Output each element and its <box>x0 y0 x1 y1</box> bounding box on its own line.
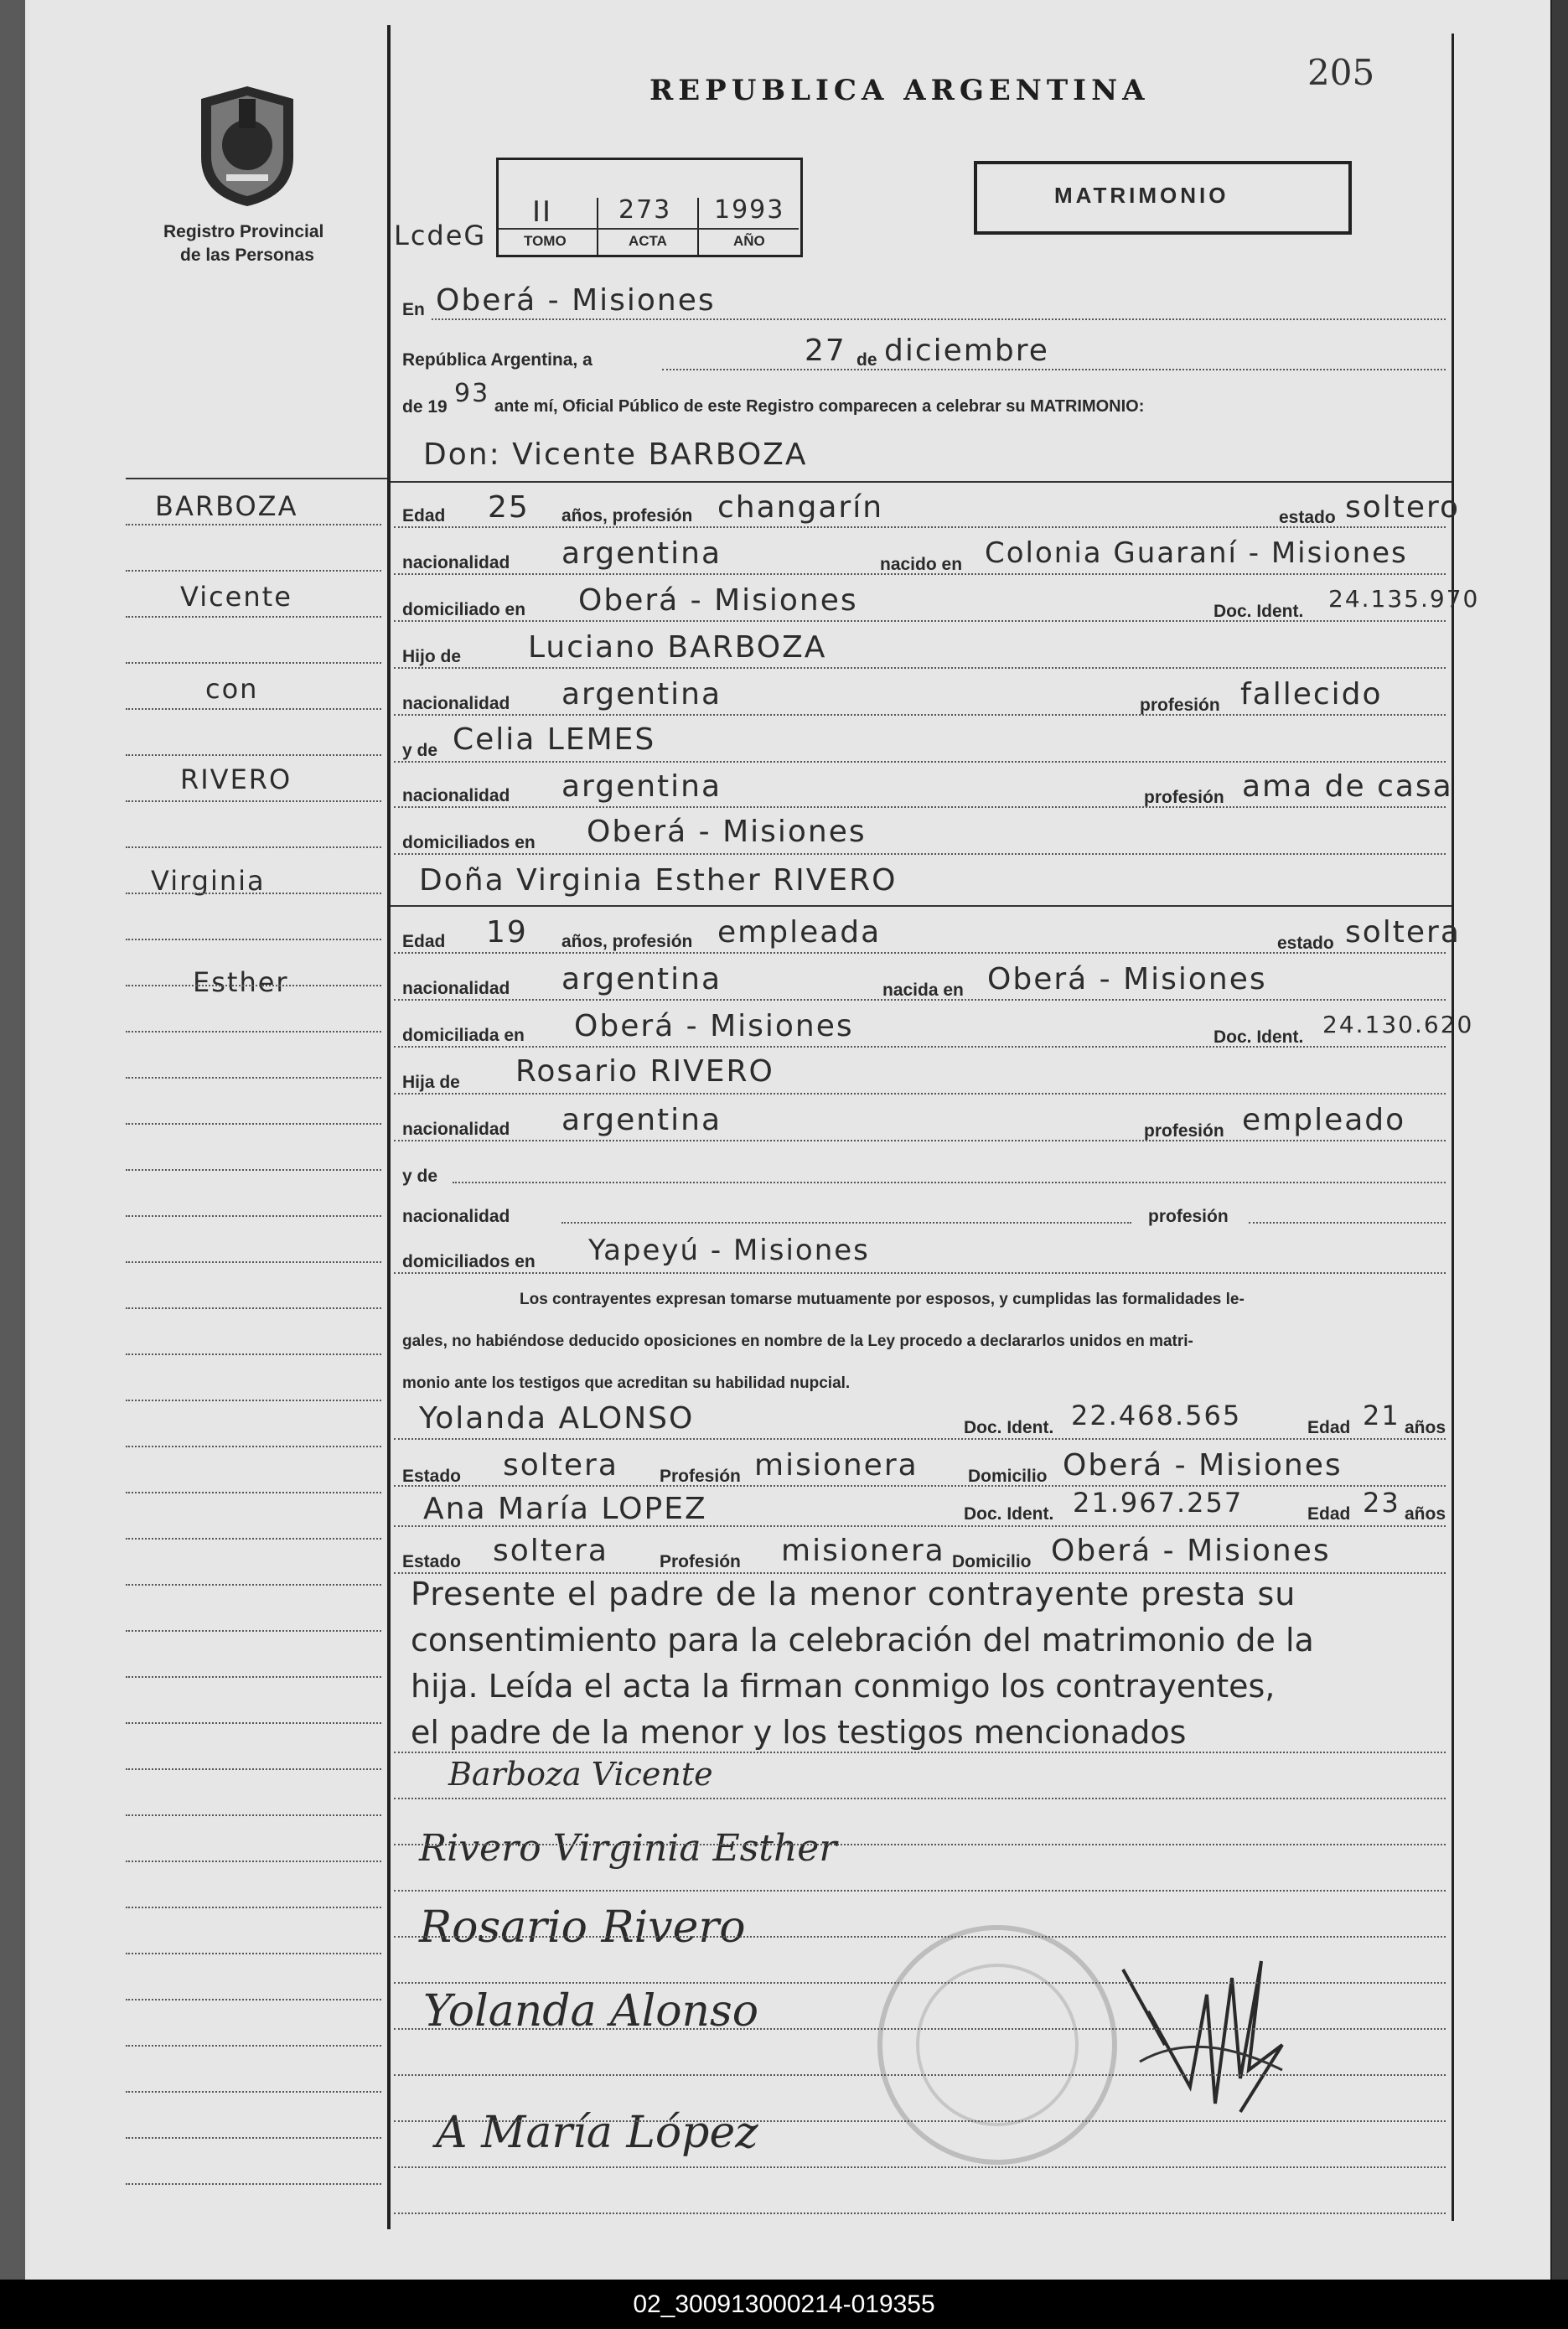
margin-dotted-line <box>126 1261 381 1263</box>
margin-dotted-line <box>126 1215 381 1217</box>
margin-entry: con <box>205 673 259 705</box>
bride-rule-top <box>391 905 1452 907</box>
groom-civil-status: soltero <box>1345 490 1461 525</box>
signature-line <box>394 1844 1446 1845</box>
line <box>561 1222 1131 1224</box>
nacionalidad-label: nacionalidad <box>402 694 510 713</box>
estado-label: Estado <box>402 1467 462 1486</box>
signature-line <box>394 2120 1446 2122</box>
ceremony-place: Oberá - Misiones <box>436 283 716 318</box>
margin-entry: RIVERO <box>180 763 292 795</box>
margin-dotted-line <box>126 1630 381 1632</box>
groom-father: Luciano BARBOZA <box>528 630 827 665</box>
signature-bride: Rivero Virginia Esther <box>419 1827 837 1870</box>
groom-mother-nationality: argentina <box>561 769 722 804</box>
anos-label: años <box>1405 1504 1446 1524</box>
margin-dotted-line <box>126 2183 381 2185</box>
ano-value: 1993 <box>714 195 785 225</box>
margin-entry: Esther <box>193 966 289 998</box>
registry-name-line1: Registro Provincial <box>163 222 324 241</box>
domiciliada-label: domiciliada en <box>402 1026 525 1045</box>
doc-label: Doc. Ident. <box>1214 1027 1304 1047</box>
form-dotted-line <box>394 1572 1446 1574</box>
line <box>1249 1222 1446 1224</box>
margin-dotted-line <box>126 1492 381 1493</box>
margin-dotted-line <box>126 1814 381 1816</box>
margin-dotted-line <box>126 1999 381 2000</box>
form-dotted-line <box>394 526 1446 528</box>
groom-mother-profession: ama de casa <box>1242 769 1453 804</box>
bride-name: Doña Virginia Esther RIVERO <box>419 863 898 898</box>
margin-dotted-line <box>126 1169 381 1171</box>
acta-label: ACTA <box>629 233 667 249</box>
groom-doc: 24.135.970 <box>1328 585 1480 613</box>
witness-age: 23 <box>1363 1487 1400 1519</box>
page-edge <box>1552 0 1568 2280</box>
margin-dotted-line <box>126 754 381 756</box>
declaration-line2: gales, no habiéndose deducido oposiciones en nombre de la Ley procedo a declararlos unidos en matri- <box>402 1333 1193 1350</box>
ref-box-divider-1 <box>597 198 598 255</box>
bride-nationality: argentina <box>561 962 722 996</box>
signature-witness-1: Yolanda Alonso <box>423 1986 759 2037</box>
margin-dotted-line <box>126 1953 381 1954</box>
ano-label: AÑO <box>733 233 765 249</box>
nacionalidad-label: nacionalidad <box>402 786 510 805</box>
bride-domicile: Oberá - Misiones <box>574 1009 854 1043</box>
intro-text: ante mí, Oficial Público de este Registro comparecen a celebrar su MATRIMONIO: <box>494 397 1145 416</box>
witness-name: Yolanda ALONSO <box>419 1401 695 1436</box>
groom-profession: changarín <box>717 490 884 525</box>
ceremony-day: 27 <box>805 334 846 368</box>
signature-line <box>394 1936 1446 1938</box>
provincial-seal-icon <box>193 82 302 208</box>
signature-line <box>394 1752 1446 1753</box>
witness-age: 21 <box>1363 1400 1400 1431</box>
margin-dotted-line <box>126 570 381 572</box>
nacido-label: nacido en <box>880 555 963 574</box>
form-dotted-line <box>394 952 1446 954</box>
margin-dotted-line <box>126 1031 381 1033</box>
groom-name: Don: Vicente BARBOZA <box>423 437 808 472</box>
margin-dotted-line <box>126 846 381 848</box>
en-label: En <box>402 300 425 319</box>
form-dotted-line <box>394 1485 1446 1487</box>
republica-label: República Argentina, a <box>402 350 593 370</box>
nacionalidad-label: nacionalidad <box>402 1207 510 1226</box>
margin-dotted-line <box>126 800 381 802</box>
margin-entry: BARBOZA <box>155 490 298 522</box>
signature-line <box>394 1798 1446 1799</box>
profesion-label: profesión <box>1140 696 1220 715</box>
form-dotted-line <box>394 853 1446 855</box>
edad-label: Edad <box>1307 1418 1351 1437</box>
signature-line <box>394 2213 1446 2214</box>
margin-dotted-line <box>126 524 381 525</box>
signature-line <box>394 2028 1446 2030</box>
edad-label: Edad <box>402 932 446 951</box>
signature-bride-father: Rosario Rivero <box>419 1902 746 1953</box>
groom-domicile: Oberá - Misiones <box>578 583 858 618</box>
note-line: consentimiento para la celebración del matrimonio de la <box>411 1622 1314 1659</box>
bride-parents-domicile: Yapeyú - Misiones <box>588 1234 870 1267</box>
image-code-footer: 02_300913000214-019355 <box>0 2280 1568 2329</box>
groom-rule-top <box>391 481 1452 483</box>
margin-dotted-line <box>126 1353 381 1355</box>
margin-dotted-line <box>126 1400 381 1401</box>
bride-birthplace: Oberá - Misiones <box>987 962 1267 996</box>
nacida-label: nacida en <box>882 981 964 1000</box>
form-dotted-line <box>394 761 1446 763</box>
domiciliados-label: domiciliados en <box>402 1252 536 1271</box>
domicilio-label: Domicilio <box>952 1552 1032 1571</box>
margin-dotted-line <box>126 1077 381 1079</box>
line <box>432 318 1446 320</box>
document-page <box>25 0 1550 2280</box>
form-dotted-line <box>394 1525 1446 1527</box>
y-de-label: y de <box>402 741 438 760</box>
margin-dotted-line <box>126 1722 381 1724</box>
hijo-label: Hijo de <box>402 647 462 666</box>
note-line: el padre de la menor y los testigos mencionados <box>411 1714 1187 1751</box>
form-dotted-line <box>394 999 1446 1001</box>
margin-dotted-line <box>126 985 381 986</box>
note-line: Presente el padre de la menor contrayente presta su <box>411 1576 1296 1612</box>
groom-mother: Celia LEMES <box>453 722 656 757</box>
official-signature-icon <box>1115 1944 1307 2137</box>
form-dotted-line <box>394 1272 1446 1274</box>
witness-civil-status: soltera <box>503 1448 618 1483</box>
domiciliados-label: domiciliados en <box>402 833 536 852</box>
margin-dotted-line <box>126 1861 381 1862</box>
signature-line <box>394 1982 1446 1984</box>
book-code: LcdeG <box>394 220 487 251</box>
tomo-label: TOMO <box>524 233 567 249</box>
note-line: hija. Leída el acta la firman conmigo los contrayentes, <box>411 1668 1276 1705</box>
margin-dotted-line <box>126 708 381 710</box>
margin-dotted-line <box>126 1123 381 1125</box>
estado-label: Estado <box>402 1552 462 1571</box>
anos-profesion-label: años, profesión <box>561 932 693 951</box>
groom-parents-domicile: Oberá - Misiones <box>587 815 867 849</box>
groom-nationality: argentina <box>561 536 722 571</box>
margin-dotted-line <box>126 1446 381 1447</box>
record-type: MATRIMONIO <box>1054 183 1229 208</box>
groom-birthplace: Colonia Guaraní - Misiones <box>985 536 1408 570</box>
witness-name: Ana María LOPEZ <box>423 1492 707 1526</box>
nacionalidad-label: nacionalidad <box>402 1120 510 1139</box>
bride-father-profession: empleado <box>1242 1103 1406 1137</box>
groom-father-nationality: argentina <box>561 677 722 712</box>
line <box>662 369 1446 370</box>
domiciliado-label: domiciliado en <box>402 600 526 619</box>
margin-dotted-line <box>126 1676 381 1678</box>
margin-dotted-line <box>126 2091 381 2093</box>
bride-civil-status: soltera <box>1345 915 1461 950</box>
line <box>453 1182 1446 1183</box>
y-de-label: y de <box>402 1167 438 1186</box>
margin-dotted-line <box>126 1584 381 1586</box>
witness-profession: misionera <box>781 1534 945 1568</box>
ceremony-year: 93 <box>454 379 490 408</box>
registry-name-line2: de las Personas <box>180 246 314 265</box>
profesion-label: profesión <box>1144 1121 1224 1141</box>
signature-groom: Barboza Vicente <box>448 1756 713 1793</box>
margin-dotted-line <box>126 2137 381 2139</box>
bride-father: Rosario RIVERO <box>515 1054 774 1089</box>
profesion-label: profesión <box>1148 1207 1229 1226</box>
form-dotted-line <box>394 620 1446 622</box>
de-label: de <box>856 350 877 370</box>
form-dotted-line <box>394 1046 1446 1048</box>
profesion-label: profesión <box>1144 788 1224 807</box>
signature-line <box>394 2166 1446 2168</box>
profesion-label: Profesión <box>660 1467 741 1486</box>
margin-dotted-line <box>126 1307 381 1309</box>
doc-label: Doc. Ident. <box>964 1504 1054 1524</box>
margin-entry: Vicente <box>180 581 292 613</box>
year-prefix-label: de 19 <box>402 397 448 417</box>
form-dotted-line <box>394 1093 1446 1095</box>
declaration-line3: monio ante los testigos que acreditan su habilidad nupcial. <box>402 1374 851 1392</box>
ceremony-month: diciembre <box>884 334 1049 368</box>
doc-label: Doc. Ident. <box>964 1418 1054 1437</box>
margin-dotted-line <box>126 662 381 664</box>
bride-doc: 24.130.620 <box>1322 1011 1474 1038</box>
groom-father-profession: fallecido <box>1240 677 1383 712</box>
signature-line <box>394 2074 1446 2076</box>
profesion-label: Profesión <box>660 1552 741 1571</box>
ref-box-divider-2 <box>697 198 699 255</box>
signature-witness-2: A María López <box>436 2108 758 2158</box>
left-margin-rule <box>387 25 391 2229</box>
book-spine <box>0 0 25 2280</box>
witness-doc: 22.468.565 <box>1071 1400 1242 1431</box>
form-dotted-line <box>394 573 1446 575</box>
estado-label: estado <box>1277 934 1334 953</box>
anos-label: años <box>1405 1418 1446 1437</box>
groom-age: 25 <box>488 490 530 525</box>
country-title: REPUBLICA ARGENTINA <box>649 74 1150 107</box>
form-dotted-line <box>394 806 1446 808</box>
form-dotted-line <box>394 667 1446 669</box>
margin-dotted-line <box>126 1907 381 1908</box>
bride-profession: empleada <box>717 915 882 950</box>
anos-profesion-label: años, profesión <box>561 506 693 525</box>
margin-top-rule <box>126 478 387 479</box>
witness-doc: 21.967.257 <box>1073 1487 1244 1519</box>
witness-domicile: Oberá - Misiones <box>1051 1534 1331 1568</box>
witness-civil-status: soltera <box>493 1534 608 1568</box>
hija-label: Hija de <box>402 1073 460 1092</box>
margin-entry: Virginia <box>151 865 266 897</box>
bride-father-nationality: argentina <box>561 1103 722 1137</box>
edad-label: Edad <box>1307 1504 1351 1524</box>
official-stamp-icon <box>872 1919 1123 2171</box>
tomo-value: II <box>532 195 553 229</box>
nacionalidad-label: nacionalidad <box>402 553 510 572</box>
form-dotted-line <box>394 1140 1446 1141</box>
page-number: 205 <box>1307 52 1375 93</box>
nacionalidad-label: nacionalidad <box>402 979 510 998</box>
margin-dotted-line <box>126 2045 381 2047</box>
signature-line <box>394 1890 1446 1892</box>
margin-dotted-line <box>126 1538 381 1540</box>
right-margin-rule <box>1452 34 1454 2221</box>
domicilio-label: Domicilio <box>968 1467 1048 1486</box>
margin-dotted-line <box>126 893 381 894</box>
form-dotted-line <box>394 1438 1446 1440</box>
estado-label: estado <box>1279 508 1336 527</box>
margin-dotted-line <box>126 939 381 940</box>
witness-domicile: Oberá - Misiones <box>1063 1448 1343 1483</box>
declaration-line1: Los contrayentes expresan tomarse mutuamente por esposos, y cumplidas las formalidades le- <box>520 1291 1245 1308</box>
edad-label: Edad <box>402 506 446 525</box>
margin-dotted-line <box>126 616 381 618</box>
bride-age: 19 <box>486 915 528 950</box>
doc-label: Doc. Ident. <box>1214 602 1304 621</box>
acta-value: 273 <box>618 195 672 225</box>
margin-dotted-line <box>126 1768 381 1770</box>
witness-profession: misionera <box>754 1448 919 1483</box>
form-dotted-line <box>394 714 1446 716</box>
